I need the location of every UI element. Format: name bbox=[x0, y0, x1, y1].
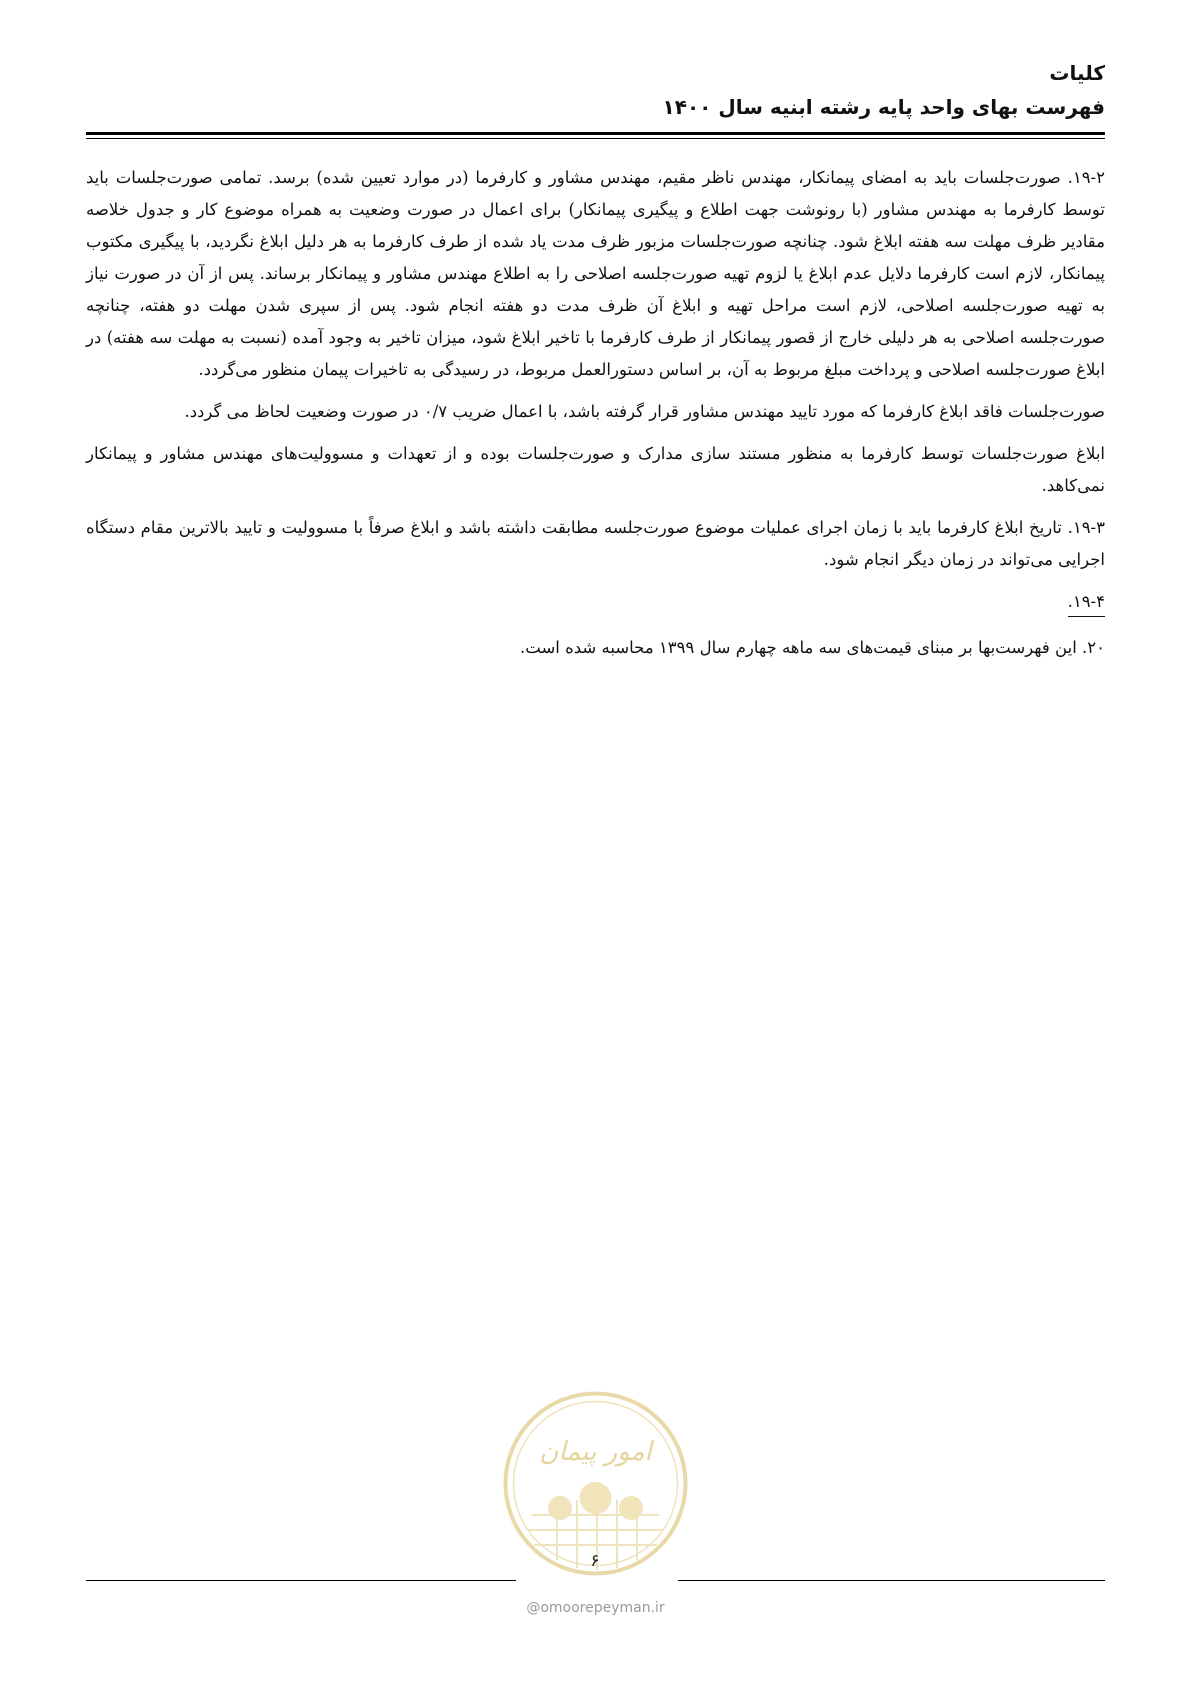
paragraph-20: ۲۰. این فهرست‌بها بر مبنای قیمت‌های سه ماهه چهارم سال ۱۳۹۹ محاسبه شده است. bbox=[520, 638, 1105, 657]
header-rule-thin bbox=[86, 138, 1105, 139]
section-title: کلیات bbox=[1049, 61, 1105, 85]
seal-text: امور پیمان bbox=[539, 1437, 652, 1467]
paragraph-unnotified-minutes: صورت‌جلسات فاقد ابلاغ کارفرما که مورد تایید مهندس مشاور قرار گرفته باشد، با اعمال ضریب ۰/۷ در صورت وضعیت لحاظ می گردد. bbox=[184, 402, 1105, 421]
paragraph-19-4 bbox=[86, 586, 1105, 618]
paragraph-19-2: ۱۹-۲. صورت‌جلسات باید به امضای پیمانکار، مهندس ناظر مقیم، مهندس مشاور و کارفرما (در موارد تعیین شده) برسد. تمامی صورت‌جلسات باید توسط کارفرما به مهندس مشاور (با رونوشت جهت اطلاع و پیگیری پیمانکار) برای اعمال در صورت وضعیت به همراه موضوع کار و جدول خلاصه مقادیر ظرف مهلت سه هفته ابلاغ شود. چنانچه صورت‌جلسات مزبور ظرف مدت یاد شده از طرف کارفرما به هر دلیل ابلاغ نگردید، با پیگیری مکتوب پیمانکار، لازم است کارفرما دلایل عدم ابلاغ یا لزوم تهیه صورت‌جلسه اصلاحی را به اطلاع مهندس مشاور و پیمانکار برساند. پس از آن در صورت نیاز به تهیه صورت‌جلسه اصلاحی، لازم است مراحل تهیه و ابلاغ آن ظرف مدت دو هفته انجام شود. پس از سپری شدن مهلت دو هفته، چنانچه صورت‌جلسه اصلاحی به هر دلیلی خارج از قصور پیمانکار از طرف کارفرما با تاخیر ابلاغ شود، میزان تاخیر به وجود آمده (نسبت به مهلت سه هفته) در ابلاغ صورت‌جلسه اصلاحی و پرداخت مبلغ مربوط به آن، بر اساس دستورالعمل مربوط، در رسیدگی به تاخیرات پیمان منظور می‌گردد. bbox=[86, 168, 1105, 379]
section-number-19-4: ۱۹-۴. bbox=[1068, 590, 1105, 617]
footer-rule-right bbox=[678, 1580, 1105, 1581]
website-watermark: @omoorepeyman.ir bbox=[526, 1600, 665, 1616]
document-title: فهرست بهای واحد پایه رشته ابنیه سال ۱۴۰۰ bbox=[662, 95, 1105, 119]
footer-rule-left bbox=[86, 1580, 516, 1581]
paragraph-notification-purpose: ابلاغ صورت‌جلسات توسط کارفرما به منظور مستند سازی مدارک و صورت‌جلسات بوده و از تعهدات و مسوولیت‌های مهندس مشاور و پیمانکار نمی‌کاهد. bbox=[86, 444, 1105, 495]
header-rule-thick bbox=[86, 132, 1105, 135]
watermark-seal bbox=[502, 1390, 689, 1577]
paragraph-19-3: ۱۹-۳. تاریخ ابلاغ کارفرما باید با زمان اجرای عملیات موضوع صورت‌جلسه مطابقت داشته باشد و ابلاغ صرفاً با مسوولیت و تایید بالاترین مقام دستگاه اجرایی می‌تواند در زمان دیگر انجام شود. bbox=[86, 518, 1105, 569]
page-header bbox=[86, 58, 1105, 122]
page-number: ۶ bbox=[590, 1551, 600, 1571]
main-content bbox=[86, 162, 1105, 664]
